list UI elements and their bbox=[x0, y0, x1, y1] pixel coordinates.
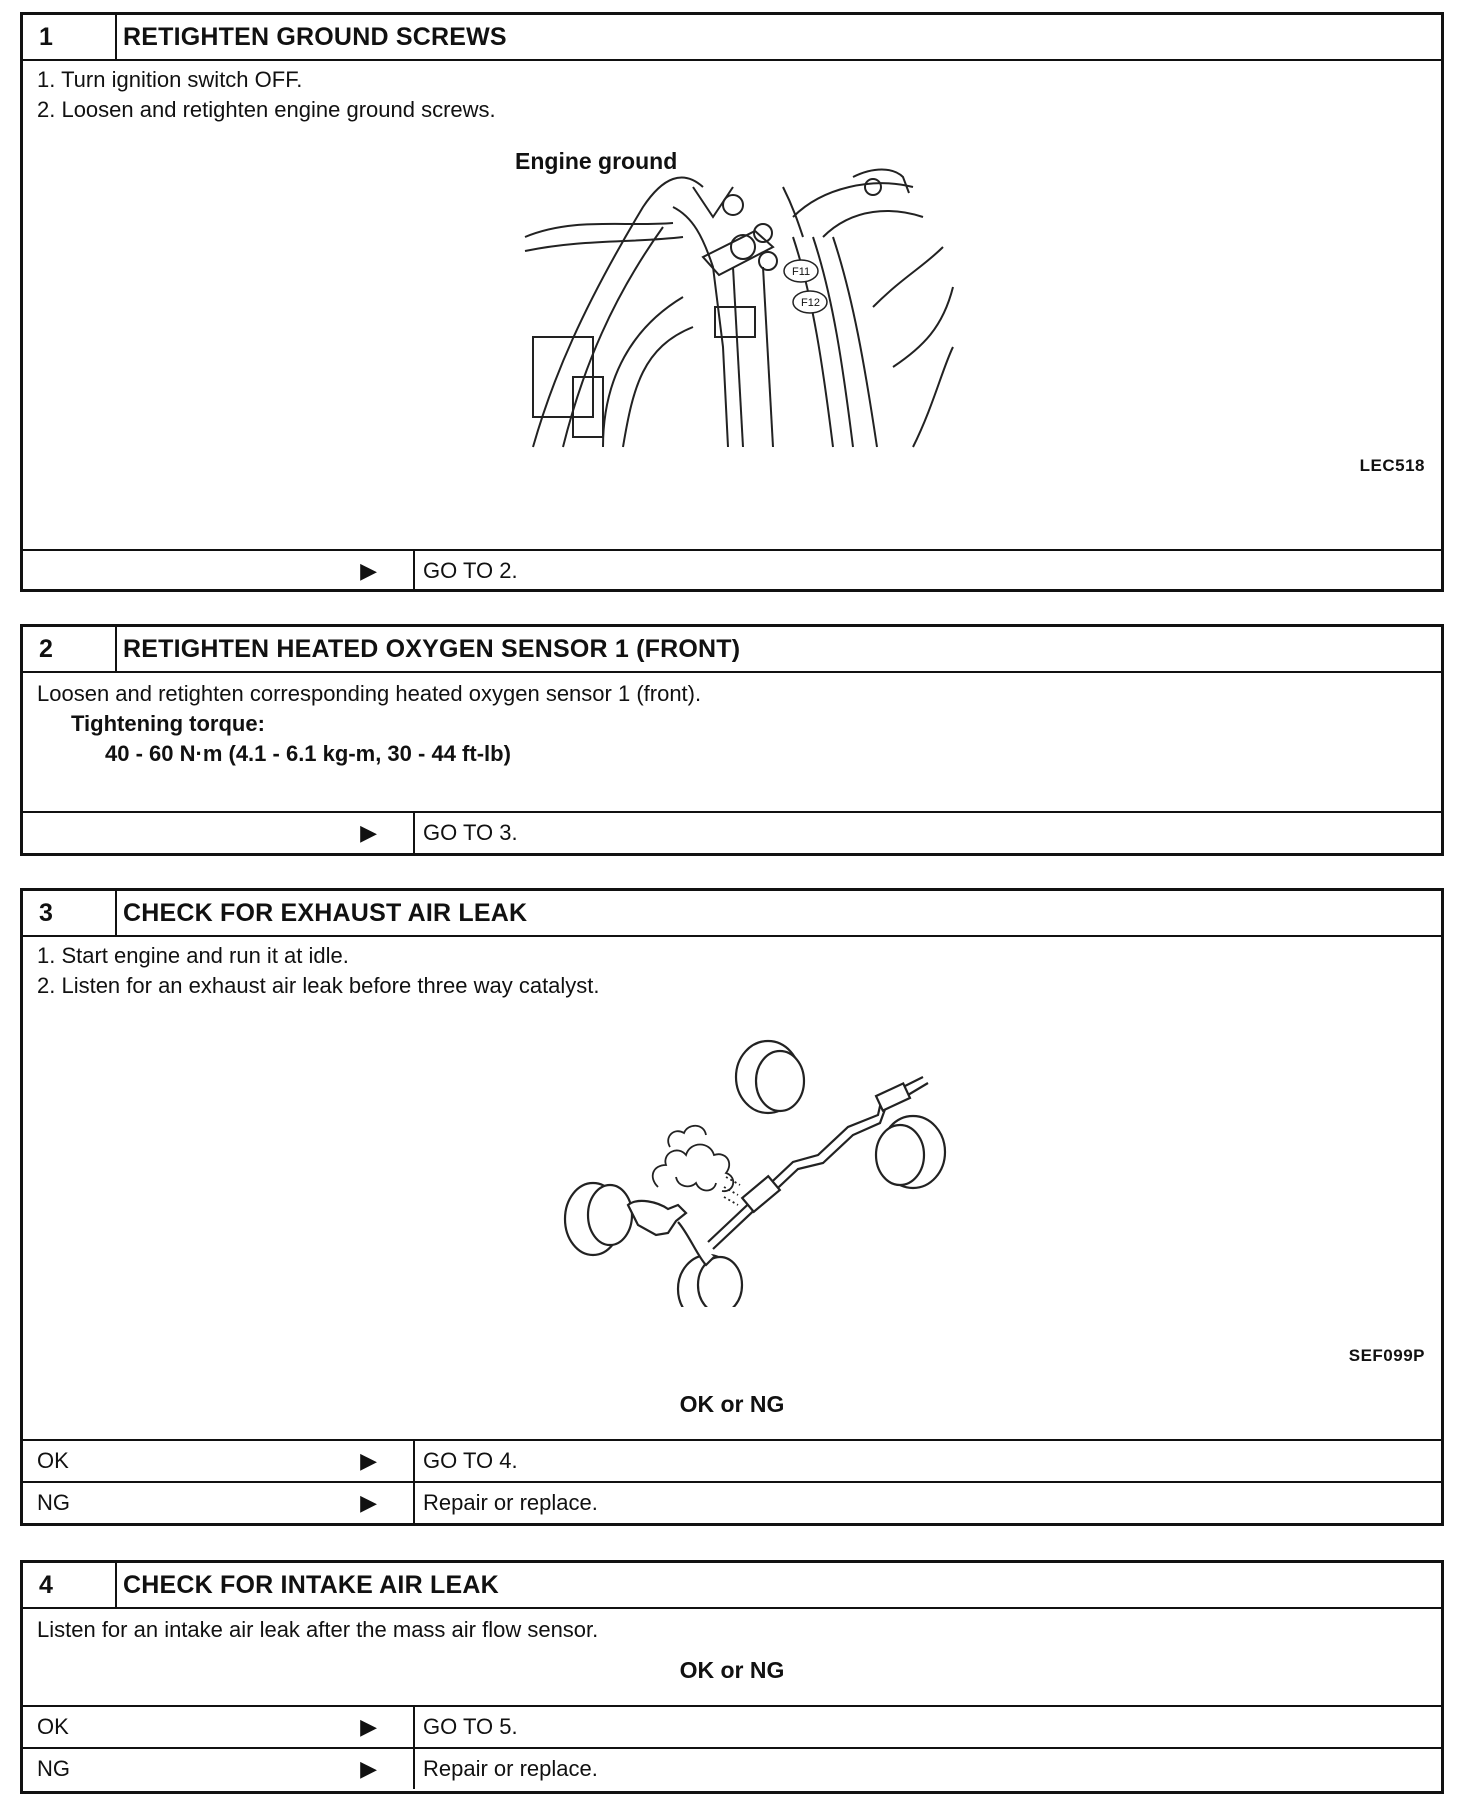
engine-ground-illustration bbox=[493, 147, 983, 453]
result-row bbox=[23, 1747, 1441, 1789]
step-header bbox=[23, 891, 1441, 937]
instruction-line: Listen for an intake air leak after the mass air flow sensor. bbox=[37, 1617, 599, 1642]
step-header bbox=[23, 1563, 1441, 1609]
callout-f12 bbox=[793, 291, 827, 313]
callout-f11-label: F11 bbox=[792, 266, 811, 278]
arrow-icon: ▶ bbox=[360, 1756, 377, 1781]
step-header bbox=[23, 627, 1441, 673]
action-cell: GO TO 3. bbox=[423, 820, 518, 845]
step-2-box bbox=[20, 624, 1444, 856]
action-cell: GO TO 5. bbox=[423, 1714, 518, 1739]
step-body bbox=[23, 61, 1441, 549]
instruction-line: 1. Start engine and run it at idle. bbox=[37, 943, 349, 968]
step-title: CHECK FOR EXHAUST AIR LEAK bbox=[123, 898, 528, 927]
result-cell bbox=[23, 1749, 415, 1789]
step-body bbox=[23, 937, 1441, 1439]
result-row bbox=[23, 1439, 1441, 1481]
result-row bbox=[23, 811, 1441, 853]
result-cell bbox=[23, 1707, 415, 1747]
result-label: OK bbox=[37, 1448, 69, 1473]
torque-value: 40 - 60 N·m (4.1 - 6.1 kg-m, 30 - 44 ft-lb) bbox=[105, 741, 511, 766]
result-cell bbox=[23, 813, 415, 853]
exhaust-leak-illustration bbox=[528, 1037, 968, 1307]
result-cell bbox=[23, 551, 415, 591]
step-number: 3 bbox=[23, 891, 117, 935]
figure-code: SEF099P bbox=[1348, 1346, 1425, 1365]
engine-ground-label: Engine ground bbox=[515, 148, 678, 174]
ok-or-ng-label: OK or NG bbox=[679, 1657, 785, 1683]
result-label: NG bbox=[37, 1756, 70, 1781]
result-row bbox=[23, 1481, 1441, 1523]
action-cell: GO TO 4. bbox=[423, 1448, 518, 1473]
step-title: RETIGHTEN HEATED OXYGEN SENSOR 1 (FRONT) bbox=[123, 634, 741, 663]
ok-or-ng-label: OK or NG bbox=[679, 1391, 785, 1417]
result-row bbox=[23, 1705, 1441, 1747]
step-number: 1 bbox=[23, 15, 117, 59]
step-body bbox=[23, 673, 1441, 811]
step-header bbox=[23, 15, 1441, 61]
figure-code: LEC518 bbox=[1359, 456, 1425, 475]
torque-label: Tightening torque: bbox=[71, 711, 265, 736]
result-label: OK bbox=[37, 1714, 69, 1739]
result-row bbox=[23, 549, 1441, 591]
arrow-icon: ▶ bbox=[360, 1448, 377, 1473]
result-cell bbox=[23, 1441, 415, 1481]
arrow-icon: ▶ bbox=[360, 820, 377, 845]
action-cell: Repair or replace. bbox=[423, 1756, 598, 1781]
step-4-box bbox=[20, 1560, 1444, 1794]
action-cell: GO TO 2. bbox=[423, 558, 518, 583]
step-number: 4 bbox=[23, 1563, 117, 1607]
instruction-line: Loosen and retighten corresponding heated oxygen sensor 1 (front). bbox=[37, 681, 702, 706]
step-1-box bbox=[20, 12, 1444, 592]
result-cell bbox=[23, 1483, 415, 1523]
instruction-line: 2. Loosen and retighten engine ground screws. bbox=[37, 97, 496, 122]
step-title: RETIGHTEN GROUND SCREWS bbox=[123, 22, 507, 51]
arrow-icon: ▶ bbox=[360, 1490, 377, 1515]
step-number: 2 bbox=[23, 627, 117, 671]
arrow-icon: ▶ bbox=[360, 558, 377, 583]
arrow-icon: ▶ bbox=[360, 1714, 377, 1739]
instruction-line: 2. Listen for an exhaust air leak before three way catalyst. bbox=[37, 973, 600, 998]
instruction-line: 1. Turn ignition switch OFF. bbox=[37, 67, 303, 92]
step-3-box bbox=[20, 888, 1444, 1526]
step-title: CHECK FOR INTAKE AIR LEAK bbox=[123, 1570, 499, 1599]
step-body bbox=[23, 1609, 1441, 1705]
result-label: NG bbox=[37, 1490, 70, 1515]
action-cell: Repair or replace. bbox=[423, 1490, 598, 1515]
callout-f11 bbox=[784, 260, 818, 282]
callout-f12-label: F12 bbox=[801, 297, 820, 309]
